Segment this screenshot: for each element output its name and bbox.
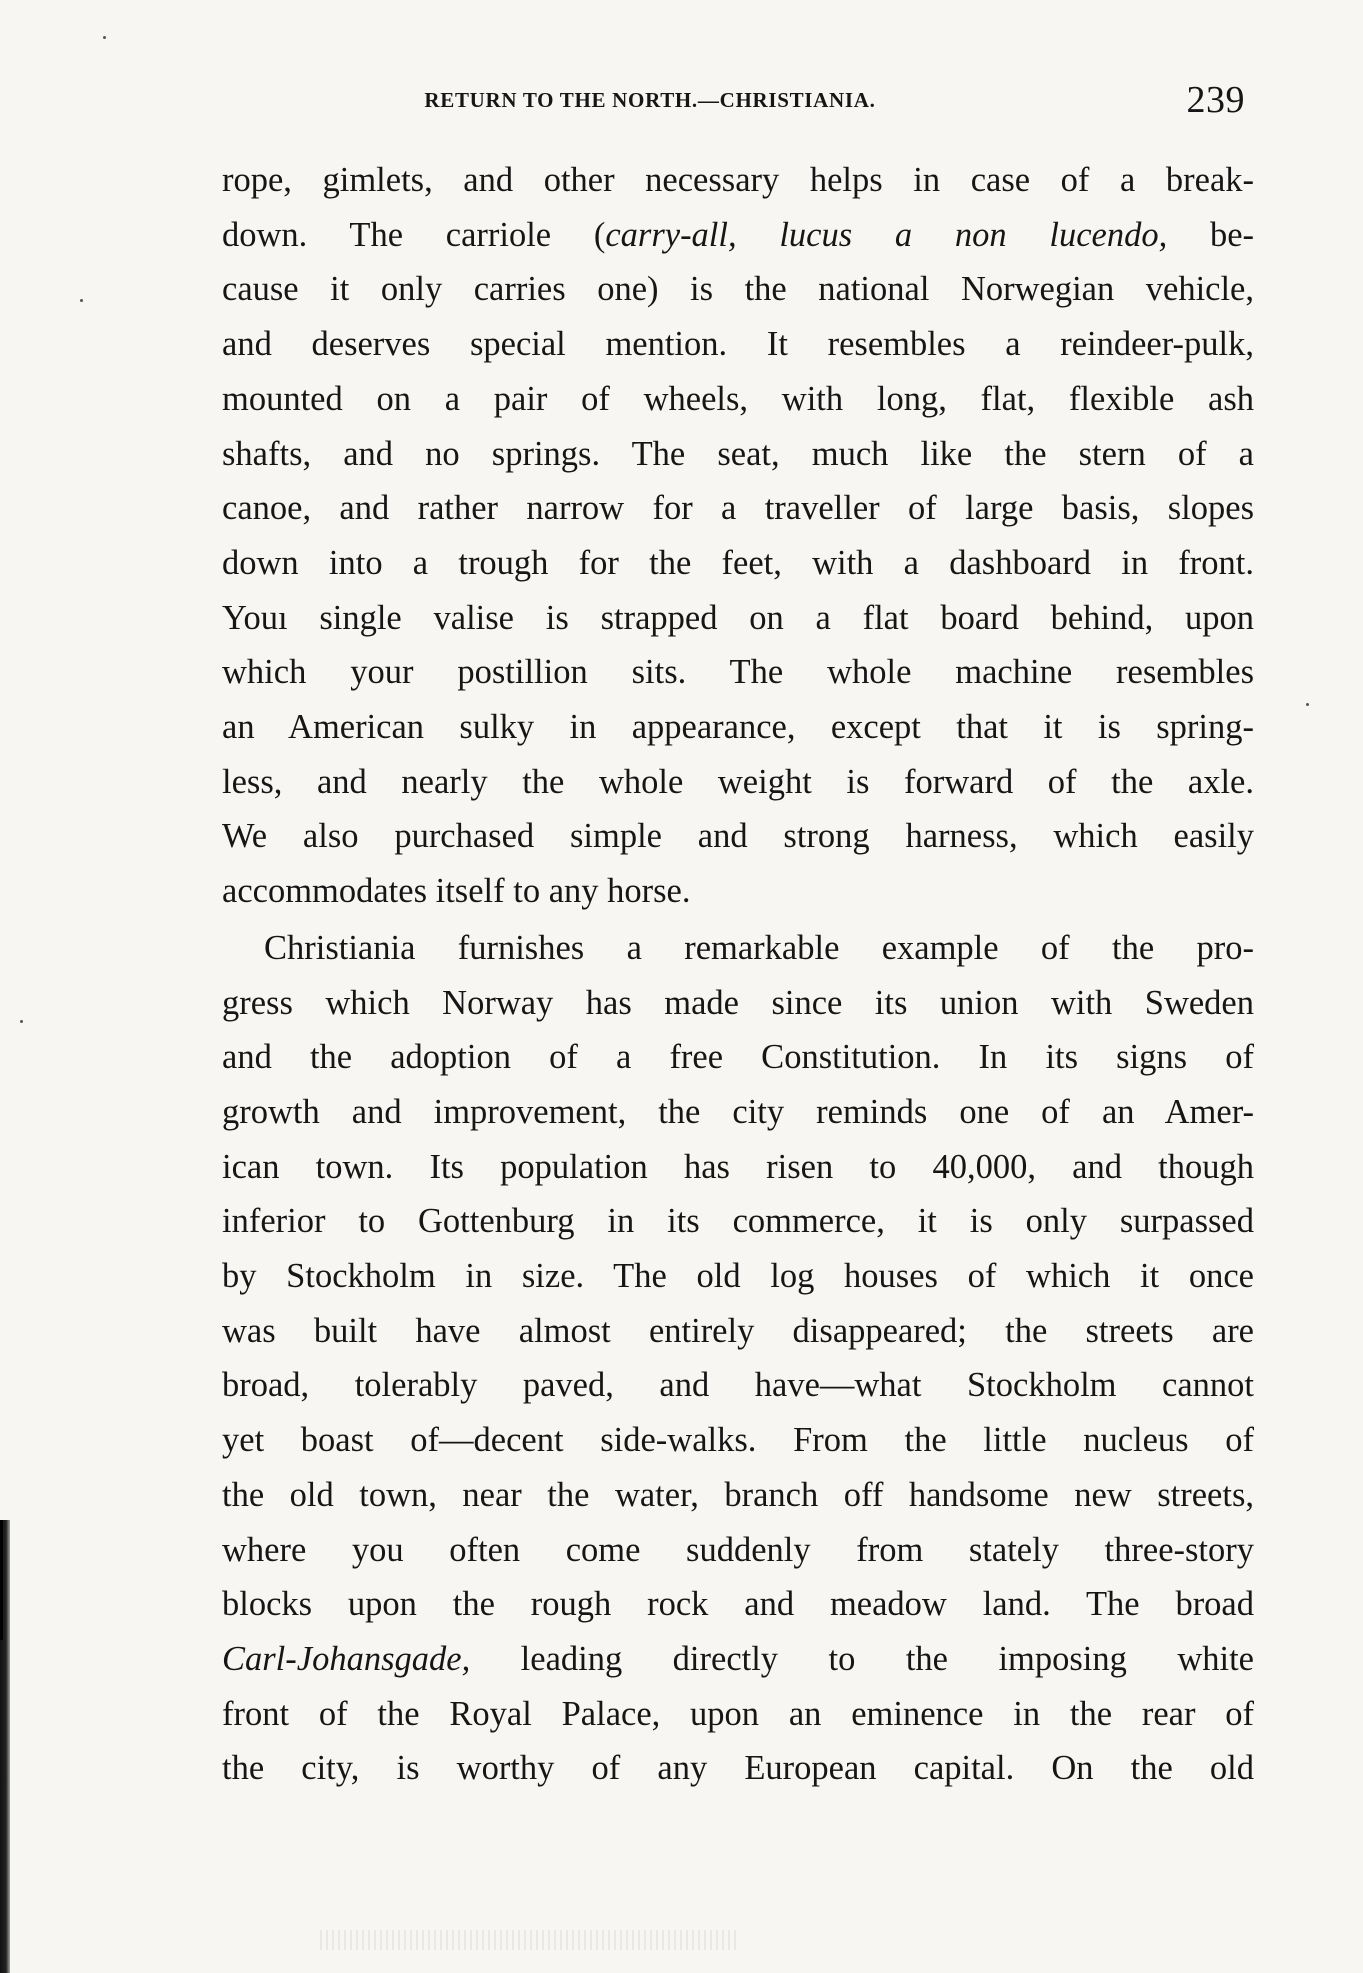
text-line: front of the Royal Palace, upon an eminence in the rear of — [222, 1694, 1254, 1733]
text-line: an American sulky in appearance, except that it is spring- — [222, 708, 1254, 747]
text-line: the old town, near the water, branch off handsome new streets, — [222, 1475, 1254, 1514]
text-line: less, and nearly the whole weight is forward of the axle. — [222, 762, 1254, 801]
text-line: growth and improvement, the city reminds one of an Amer- — [222, 1092, 1254, 1131]
running-head — [225, 79, 1265, 122]
scan-noise — [320, 1930, 740, 1950]
text-line: blocks upon the rough rock and meadow land. The broad — [222, 1585, 1254, 1624]
text-line: gress which Norway has made since its union with Sweden — [222, 983, 1254, 1022]
text-line: was built have almost entirely disappeared; the streets are — [222, 1311, 1254, 1350]
text-line: Christiania furnishes a remarkable example of the pro- — [264, 928, 1254, 967]
text-line: mounted on a pair of wheels, with long, flat, flexible ash — [222, 379, 1254, 418]
text-line: canoe, and rather narrow for a traveller of large basis, slopes — [222, 489, 1254, 528]
text-line: down into a trough for the feet, with a dashboard in front. — [222, 543, 1254, 582]
text-line: Youı single valise is strapped on a flat board behind, upon — [222, 598, 1254, 637]
page-number: 239 — [1186, 79, 1245, 121]
italic-phrase: Carl-Johansgade, — [222, 1639, 471, 1678]
text-line: yet boast of—decent side-walks. From the little nucleus of — [222, 1421, 1254, 1460]
text-line — [222, 208, 1254, 263]
text-line: where you often come suddenly from stately three-story — [222, 1530, 1254, 1569]
text-line: accommodates itself to any horse. — [222, 872, 691, 911]
text-line: inferior to Gottenburg in its commerce, it is only surpassed — [222, 1202, 1254, 1241]
text-line: which your postillion sits. The whole machine resembles — [222, 653, 1254, 692]
text-span: leading directly to the imposing white — [470, 1639, 1254, 1678]
text-line: and the adoption of a free Constitution. In its signs of — [222, 1038, 1254, 1077]
text-line: broad, tolerably paved, and have—what Stockholm cannot — [222, 1366, 1254, 1405]
body-text — [222, 153, 1254, 1796]
italic-phrase: carry-all, lucus a non lucendo, — [605, 215, 1168, 254]
text-line: shafts, and no springs. The seat, much like the stern of a — [222, 434, 1254, 473]
text-line: cause it only carries one) is the national Norwegian vehicle, — [222, 270, 1254, 309]
text-span: down. The carriole ( — [222, 215, 606, 254]
running-title: RETURN TO THE NORTH.—CHRISTIANIA. — [424, 88, 876, 112]
text-line — [222, 1632, 1254, 1687]
scan-speck — [20, 1020, 23, 1023]
scan-speck — [103, 36, 106, 39]
text-line: We also purchased simple and strong harness, which easily — [222, 817, 1254, 856]
scan-speck — [1306, 703, 1309, 706]
scan-margin-edge — [0, 1520, 3, 1640]
text-line: and deserves special mention. It resembles a reindeer-pulk, — [222, 325, 1254, 364]
scan-speck — [80, 299, 83, 302]
text-span: be- — [1167, 215, 1254, 254]
text-line: the city, is worthy of any European capital. On the old — [222, 1749, 1254, 1788]
text-line: by Stockholm in size. The old log houses of which it once — [222, 1257, 1254, 1296]
text-line: ican town. Its population has risen to 40,000, and though — [222, 1147, 1254, 1186]
text-line: rope, gimlets, and other necessary helps in case of a break- — [222, 161, 1254, 199]
